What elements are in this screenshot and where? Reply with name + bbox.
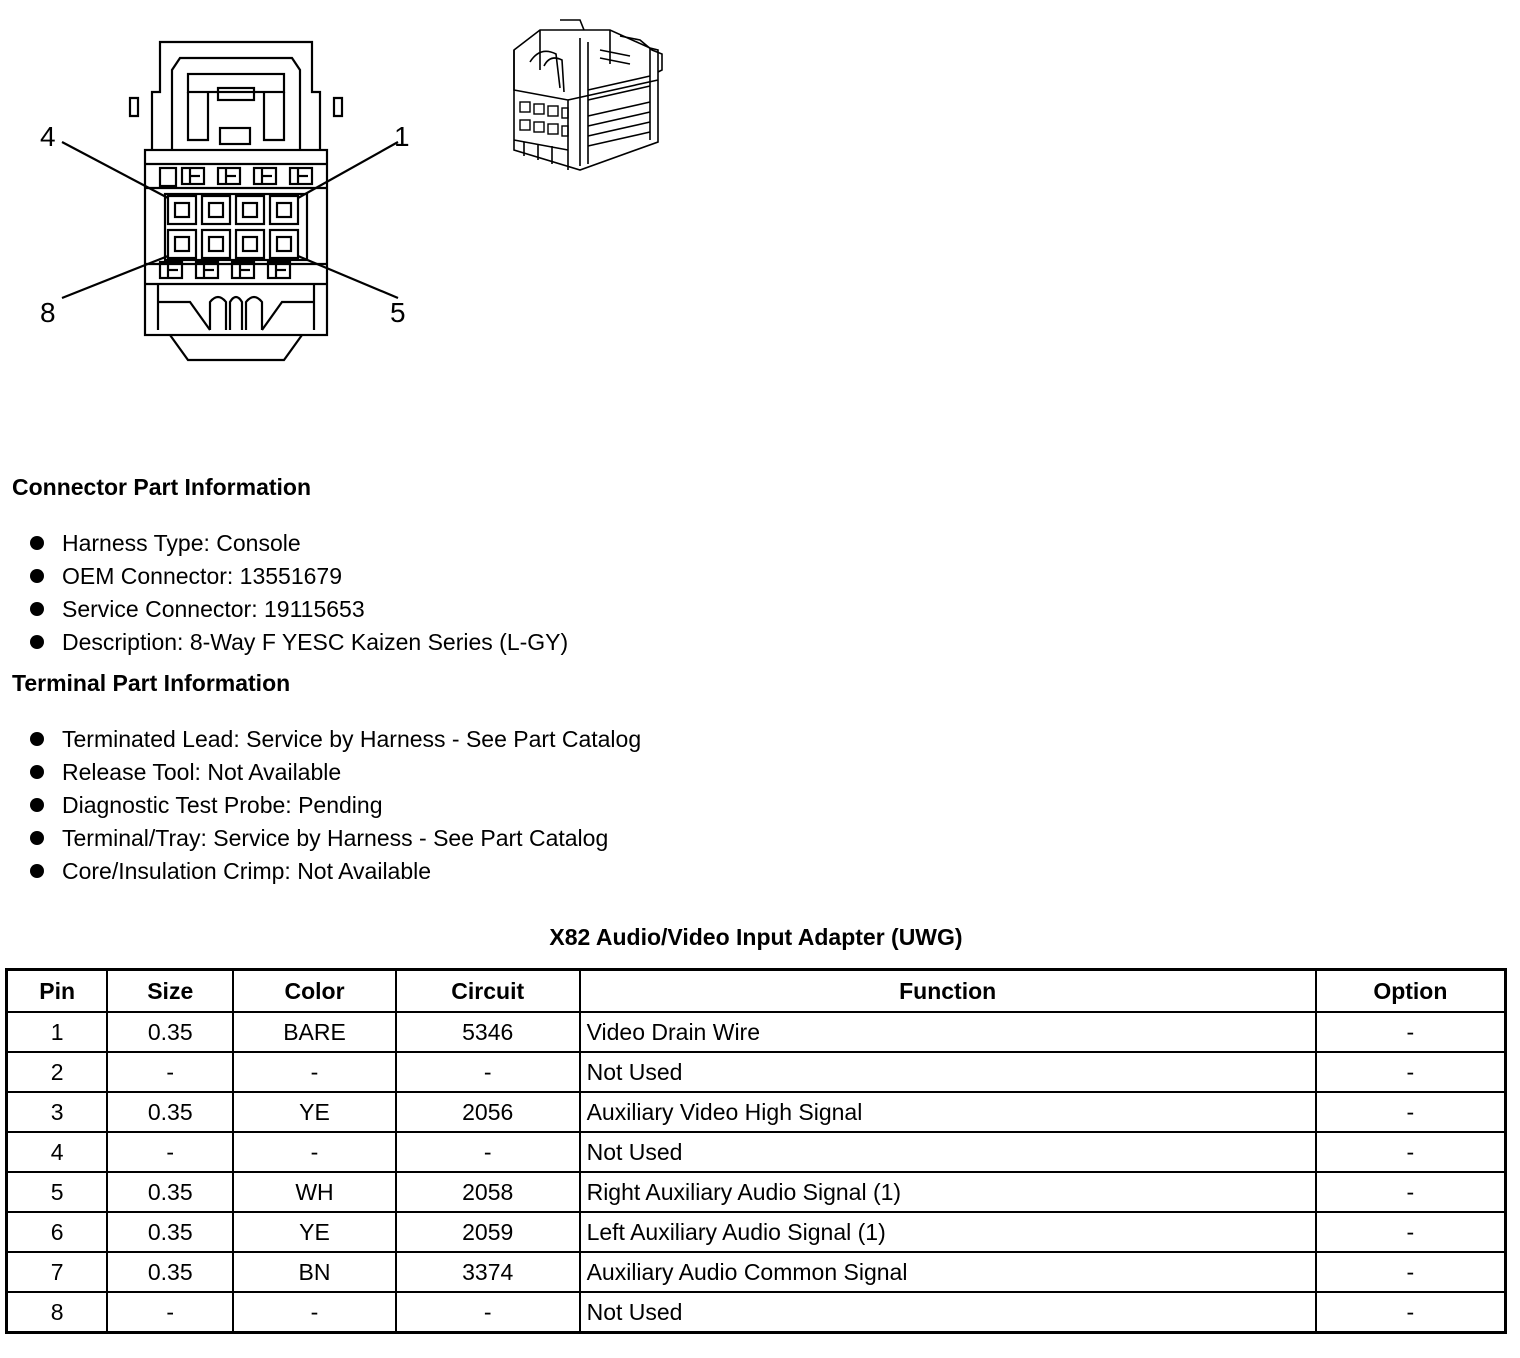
cell-pin: 6 <box>7 1212 108 1252</box>
cell-circuit: 2056 <box>396 1092 580 1132</box>
pin-label-1: 1 <box>394 121 410 152</box>
list-item-text: Description: 8-Way F YESC Kaizen Series (L-GY) <box>62 629 569 655</box>
cell-pin: 8 <box>7 1292 108 1333</box>
table-row <box>7 1092 1506 1132</box>
table-row <box>7 1172 1506 1212</box>
cell-circuit: - <box>396 1052 580 1092</box>
cell-color: WH <box>233 1172 396 1212</box>
cell-pin: 4 <box>7 1132 108 1172</box>
cell-size: 0.35 <box>107 1172 233 1212</box>
cell-circuit: 2058 <box>396 1172 580 1212</box>
cell-option: - <box>1316 1092 1506 1132</box>
connector-info-list <box>30 527 568 659</box>
cell-circuit: - <box>396 1292 580 1333</box>
cell-circuit: 5346 <box>396 1012 580 1052</box>
cell-option: - <box>1316 1052 1506 1092</box>
header-color: Color <box>233 970 396 1013</box>
bullet-icon <box>30 569 44 583</box>
cell-pin: 1 <box>7 1012 108 1052</box>
list-item-text: Harness Type: Console <box>62 530 301 556</box>
terminal-info-list <box>30 723 641 888</box>
cell-color: - <box>233 1132 396 1172</box>
connector-info-heading: Connector Part Information <box>12 474 312 500</box>
list-item-text: Release Tool: Not Available <box>62 759 342 785</box>
list-item <box>30 593 568 626</box>
table-row <box>7 1252 1506 1292</box>
cell-option: - <box>1316 1012 1506 1052</box>
cell-pin: 5 <box>7 1172 108 1212</box>
cell-color: YE <box>233 1212 396 1252</box>
list-item-text: Service Connector: 19115653 <box>62 596 365 622</box>
list-item <box>30 626 568 659</box>
bullet-icon <box>30 765 44 779</box>
bullet-icon <box>30 536 44 550</box>
cell-color: - <box>233 1052 396 1092</box>
table-row <box>7 1292 1506 1333</box>
list-item <box>30 756 641 789</box>
cell-function: Not Used <box>580 1052 1316 1092</box>
bullet-icon <box>30 732 44 746</box>
cell-color: BN <box>233 1252 396 1292</box>
bullet-icon <box>30 864 44 878</box>
cell-function: Video Drain Wire <box>580 1012 1316 1052</box>
cell-option: - <box>1316 1252 1506 1292</box>
cell-option: - <box>1316 1212 1506 1252</box>
connector-face-diagram <box>30 30 430 380</box>
cell-function: Left Auxiliary Audio Signal (1) <box>580 1212 1316 1252</box>
connector-isometric-diagram <box>500 10 670 180</box>
cell-pin: 7 <box>7 1252 108 1292</box>
cell-pin: 2 <box>7 1052 108 1092</box>
cell-function: Not Used <box>580 1132 1316 1172</box>
cell-color: YE <box>233 1092 396 1132</box>
cell-option: - <box>1316 1172 1506 1212</box>
bullet-icon <box>30 831 44 845</box>
cell-size: - <box>107 1292 233 1333</box>
list-item-text: Terminated Lead: Service by Harness - See Part Catalog <box>62 726 642 752</box>
cell-circuit: 2059 <box>396 1212 580 1252</box>
list-item <box>30 855 641 888</box>
list-item-text: Diagnostic Test Probe: Pending <box>62 792 383 818</box>
cell-function: Not Used <box>580 1292 1316 1333</box>
cell-option: - <box>1316 1132 1506 1172</box>
cell-circuit: 3374 <box>396 1252 580 1292</box>
list-item <box>30 789 641 822</box>
table-row <box>7 1052 1506 1092</box>
table-header-row <box>7 970 1506 1013</box>
cell-color: BARE <box>233 1012 396 1052</box>
cell-size: 0.35 <box>107 1252 233 1292</box>
bullet-icon <box>30 798 44 812</box>
table-title: X82 Audio/Video Input Adapter (UWG) <box>549 924 963 950</box>
header-function: Function <box>580 970 1316 1013</box>
pin-label-5: 5 <box>390 297 406 328</box>
list-item-text: OEM Connector: 13551679 <box>62 563 343 589</box>
cell-color: - <box>233 1292 396 1333</box>
top-terminal-row <box>182 168 312 184</box>
cavity-grid <box>165 194 307 260</box>
cell-function: Auxiliary Audio Common Signal <box>580 1252 1316 1292</box>
list-item <box>30 822 641 855</box>
cell-function: Auxiliary Video High Signal <box>580 1092 1316 1132</box>
cell-function: Right Auxiliary Audio Signal (1) <box>580 1172 1316 1212</box>
list-item <box>30 723 641 756</box>
list-item <box>30 527 568 560</box>
cell-size: - <box>107 1052 233 1092</box>
table-row <box>7 1212 1506 1252</box>
header-size: Size <box>107 970 233 1013</box>
list-item-text: Terminal/Tray: Service by Harness - See Part Catalog <box>62 825 609 851</box>
pin-label-8: 8 <box>40 297 56 328</box>
cell-size: 0.35 <box>107 1092 233 1132</box>
table-row <box>7 1012 1506 1052</box>
cell-size: 0.35 <box>107 1012 233 1052</box>
pin-label-4: 4 <box>40 121 56 152</box>
header-circuit: Circuit <box>396 970 580 1013</box>
list-item-text: Core/Insulation Crimp: Not Available <box>62 858 432 884</box>
cell-size: - <box>107 1132 233 1172</box>
header-pin: Pin <box>7 970 108 1013</box>
cell-size: 0.35 <box>107 1212 233 1252</box>
cell-circuit: - <box>396 1132 580 1172</box>
list-item <box>30 560 568 593</box>
cell-pin: 3 <box>7 1092 108 1132</box>
table-row <box>7 1132 1506 1172</box>
bullet-icon <box>30 635 44 649</box>
pinout-table <box>5 968 1507 1334</box>
bullet-icon <box>30 602 44 616</box>
terminal-info-heading: Terminal Part Information <box>12 670 291 696</box>
header-option: Option <box>1316 970 1506 1013</box>
cell-option: - <box>1316 1292 1506 1333</box>
